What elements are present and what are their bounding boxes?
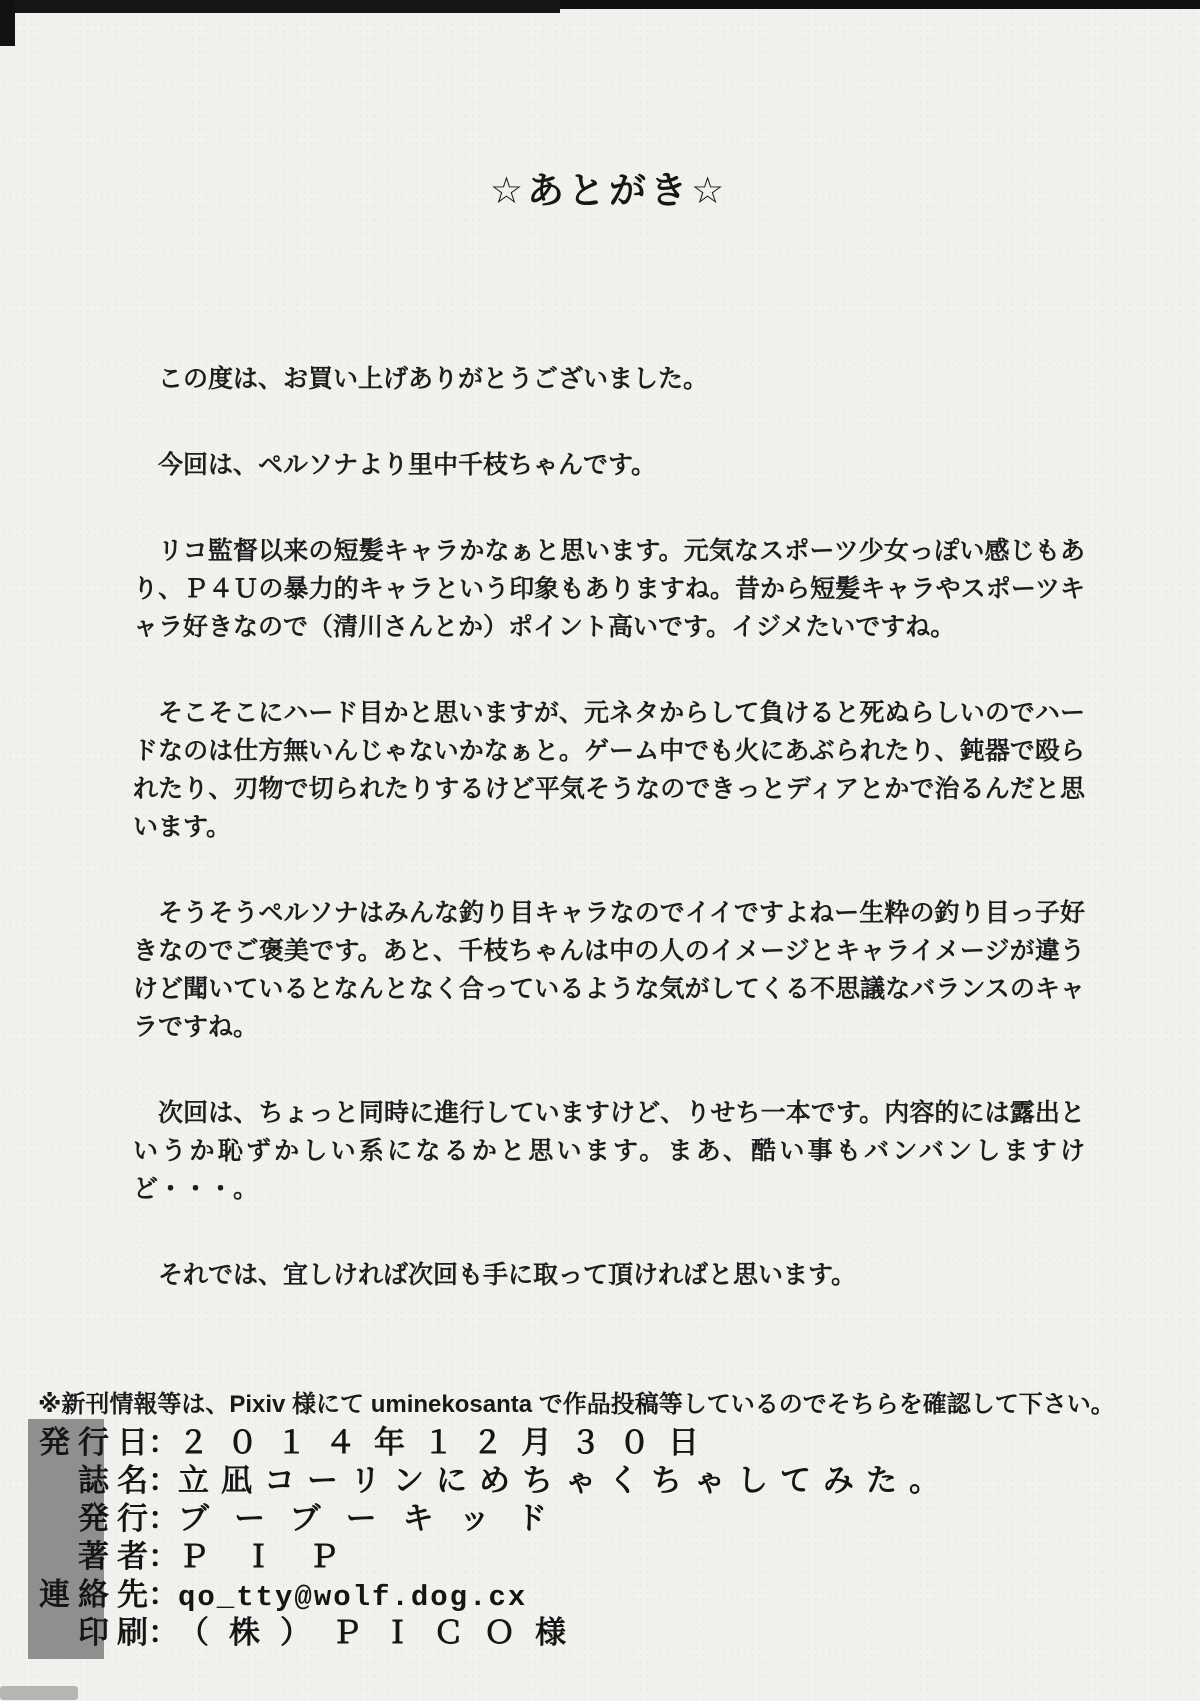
colophon-row-contact	[30, 1576, 1130, 1614]
colophon-value: ブーブーキッド	[178, 1501, 573, 1536]
colophon-value: （株）ＰＩＣＯ様	[178, 1615, 586, 1650]
colophon-value: 立凪コーリンにめちゃくちゃしてみた。	[178, 1463, 952, 1498]
scan-artifact-bottom-mark	[0, 1686, 78, 1700]
afterword-body	[133, 360, 1085, 1342]
release-info-note: ※新刊情報等は、Pixiv 様にて uminekosanta で作品投稿等しているのでそちらを確認して下さい。	[38, 1391, 1115, 1418]
colophon-value: ＰＩＰ	[178, 1539, 373, 1574]
colophon-separator: ：	[148, 1463, 179, 1498]
colophon-value: qo_tty@wolf.dog.cx	[178, 1581, 528, 1614]
colophon	[30, 1424, 1130, 1652]
page-title: ☆あとがき☆	[489, 170, 729, 211]
colophon-label: 発行	[78, 1501, 156, 1536]
colophon-separator: ：	[148, 1425, 179, 1460]
afterword-paragraph: この度は、お買い上げありがとうございました。	[158, 365, 709, 393]
colophon-separator: ：	[148, 1577, 179, 1612]
colophon-label: 誌名	[78, 1463, 156, 1498]
afterword-paragraph: 今回は、ペルソナより里中千枝ちゃんです。	[158, 451, 657, 479]
afterword-paragraph: そうそうペルソナはみんな釣り目キャラなのでイイですよねー生粋の釣り目っ子好きなのでご褒美です。あと、千枝ちゃんは中の人のイメージとキャライメージが違うけど聞いているとなんとなく合っているような気がしてくる不思議なバランスのキャラですね。	[133, 899, 1085, 1041]
colophon-separator: ：	[148, 1539, 179, 1574]
colophon-label: 著者	[78, 1539, 156, 1574]
colophon-row-author	[30, 1538, 1130, 1576]
afterword-paragraph: そこそこにハード目かと思いますが、元ネタからして負けると死ぬらしいのでハードなのは仕方無いんじゃないかなぁと。ゲーム中でも火にあぶられたり、鈍器で殴られたり、刃物で切られたりするけど平気そうなのできっとディアとかで治るんだと思います。	[133, 699, 1085, 841]
scan-artifact-top-strip-left	[0, 0, 560, 13]
afterword-paragraph: 次回は、ちょっと同時に進行していますけど、りせち一本です。内容的には露出というか恥ずかしい系になるかと思います。まあ、酷い事もバンバンしますけど・・・。	[133, 1099, 1085, 1203]
afterword-paragraph: それでは、宜しければ次回も手に取って頂ければと思います。	[158, 1261, 857, 1289]
colophon-value: ２０１４年１２月３０日	[178, 1425, 717, 1460]
colophon-label: 印刷	[78, 1615, 156, 1650]
colophon-row-book-title	[30, 1462, 1130, 1500]
colophon-row-publish-date	[30, 1424, 1130, 1462]
afterword-paragraph: リコ監督以来の短髪キャラかなぁと思います。元気なスポーツ少女っぽい感じもあり、Ｐ４Ｕの暴力的キャラという印象もありますね。昔から短髪キャラやスポーツキャラ好きなので（清川さんとか）ポイント高いです。イジメたいですね。	[133, 537, 1085, 641]
colophon-label: 発行日	[39, 1425, 156, 1460]
colophon-row-printer	[30, 1614, 1130, 1652]
colophon-label: 連絡先	[39, 1577, 156, 1612]
colophon-row-publisher	[30, 1500, 1130, 1538]
scan-artifact-corner	[0, 0, 15, 46]
colophon-separator: ：	[148, 1615, 179, 1650]
colophon-separator: ：	[148, 1501, 179, 1536]
